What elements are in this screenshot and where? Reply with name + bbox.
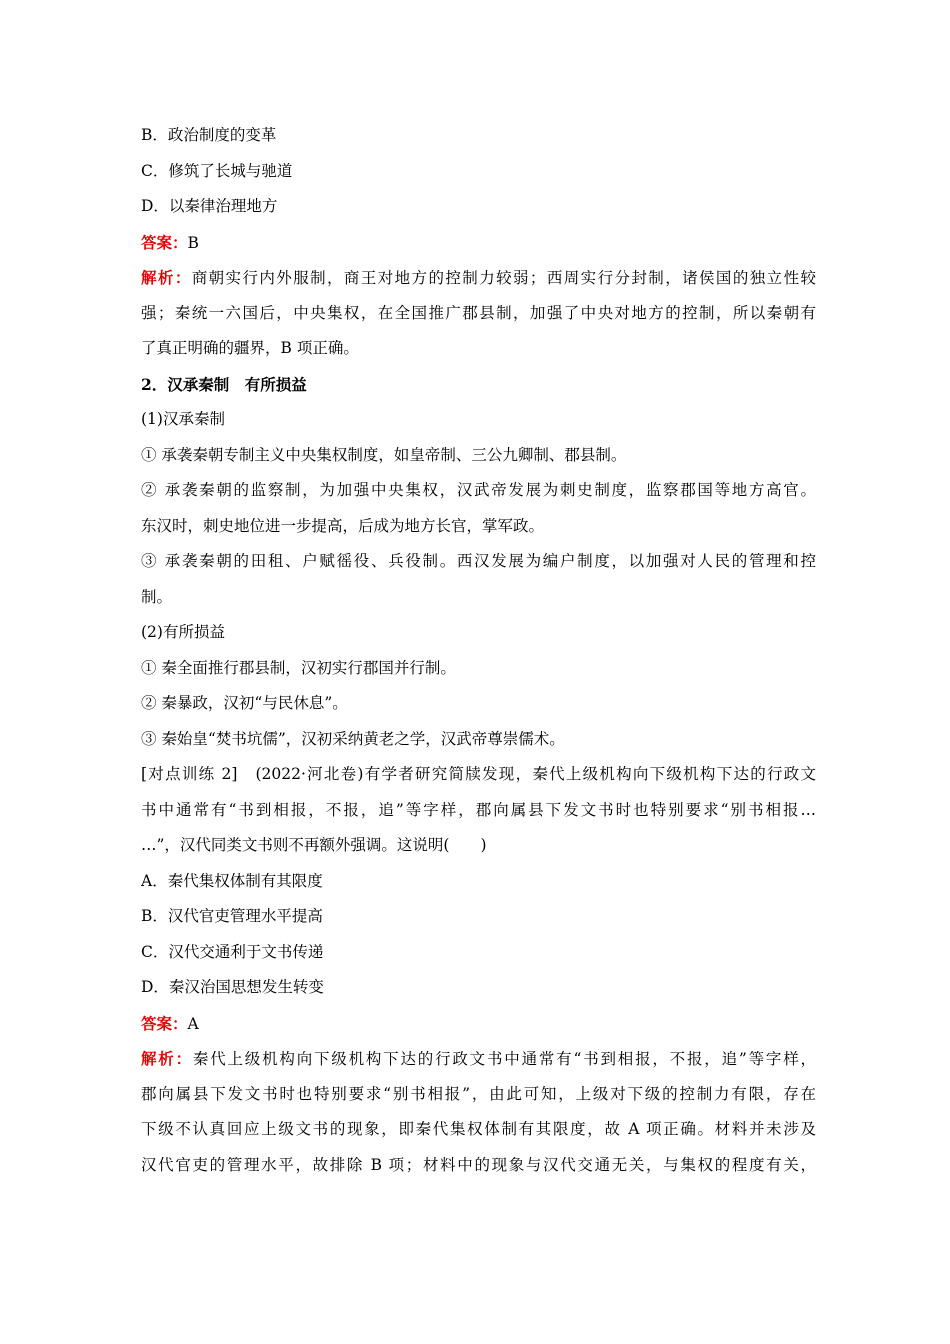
analysis-text: 商朝实行内外服制，商王对地方的控制力较弱；西周实行分封制，诸侯国的独立性较 <box>191 269 816 287</box>
analysis-text: 秦代上级机构向下级机构下达的行政文书中通常有“书到相报，不报，追”等字样， <box>192 1050 816 1068</box>
list-item: ② 秦暴政，汉初“与民休息”。 <box>141 694 348 712</box>
list-item: ① 秦全面推行郡县制，汉初实行郡国并行制。 <box>141 658 456 677</box>
analysis-label: 解析： <box>141 1049 193 1068</box>
document-page <box>141 118 816 1183</box>
option-c: C．修筑了长城与驰道 <box>141 161 293 180</box>
option-d: D．以秦律治理地方 <box>141 197 278 215</box>
subsection-title: (1)汉承秦制 <box>141 410 225 428</box>
answer-label: 答案： <box>141 1013 188 1033</box>
answer-label: 答案： <box>141 232 188 252</box>
list-item: ① 承袭秦朝专制主义中央集权制度，如皇帝制、三公九卿制、郡县制。 <box>141 445 627 464</box>
analysis-line: 强；秦统一六国后，中央集权，在全国推广郡县制，加强了中央对地方的控制，所以秦朝有 <box>141 303 816 322</box>
option-c: C．汉代交通利于文书传递 <box>141 942 324 961</box>
list-item: ③ 承袭秦朝的田租、户赋徭役、兵役制。西汉发展为编户制度，以加强对人民的管理和控 <box>141 552 816 570</box>
option-d: D．秦汉治国思想发生转变 <box>141 978 324 996</box>
answer <box>141 225 816 261</box>
analysis-line: 了真正明确的疆界，B 项正确。 <box>141 339 359 357</box>
list-item: ③ 秦始皇“焚书坑儒”，汉初采纳黄老之学，汉武帝尊崇儒术。 <box>141 729 565 748</box>
question-stem: 书中通常有“书到相报，不报，追”等字样，郡向属县下发文书时也特别要求“别书相报… <box>141 800 816 819</box>
analysis-label: 解析： <box>141 268 192 287</box>
list-item: 制。 <box>141 587 173 606</box>
analysis-line: 郡向属县下发文书时也特别要求“别书相报”，由此可知，上级对下级的控制力有限，存在 <box>141 1084 816 1103</box>
list-item: ② 承袭秦朝的监察制，为加强中央集权，汉武帝发展为刺史制度，监察郡国等地方高官。 <box>141 481 816 499</box>
subsection-title: (2)有所损益 <box>141 623 225 641</box>
analysis-line: 下级不认真回应上级文书的现象，即秦代集权体制有其限度，故 A 项正确。材料并未涉及 <box>141 1120 816 1138</box>
question-stem: …”，汉代同类文书则不再额外强调。这说明( ) <box>141 836 487 854</box>
answer-value: B <box>187 233 199 252</box>
analysis-line <box>141 1041 816 1077</box>
analysis-line <box>141 260 816 296</box>
section-heading: 2．汉承秦制 有所损益 <box>141 374 307 394</box>
option-b: B．汉代官吏管理水平提高 <box>141 907 323 925</box>
option-b: B．政治制度的变革 <box>141 126 277 144</box>
list-item: 东汉时，刺史地位进一步提高，后成为地方长官，掌军政。 <box>141 516 545 535</box>
option-a: A．秦代集权体制有其限度 <box>141 871 323 890</box>
question-stem: [对点训练 2] (2022·河北卷)有学者研究简牍发现，秦代上级机构向下级机构下达的行政文 <box>141 765 816 783</box>
answer <box>141 1006 816 1042</box>
analysis-line: 汉代官吏的管理水平，故排除 B 项；材料中的现象与汉代交通无关，与集权的程度有关， <box>141 1155 816 1174</box>
answer-value: A <box>187 1014 199 1033</box>
